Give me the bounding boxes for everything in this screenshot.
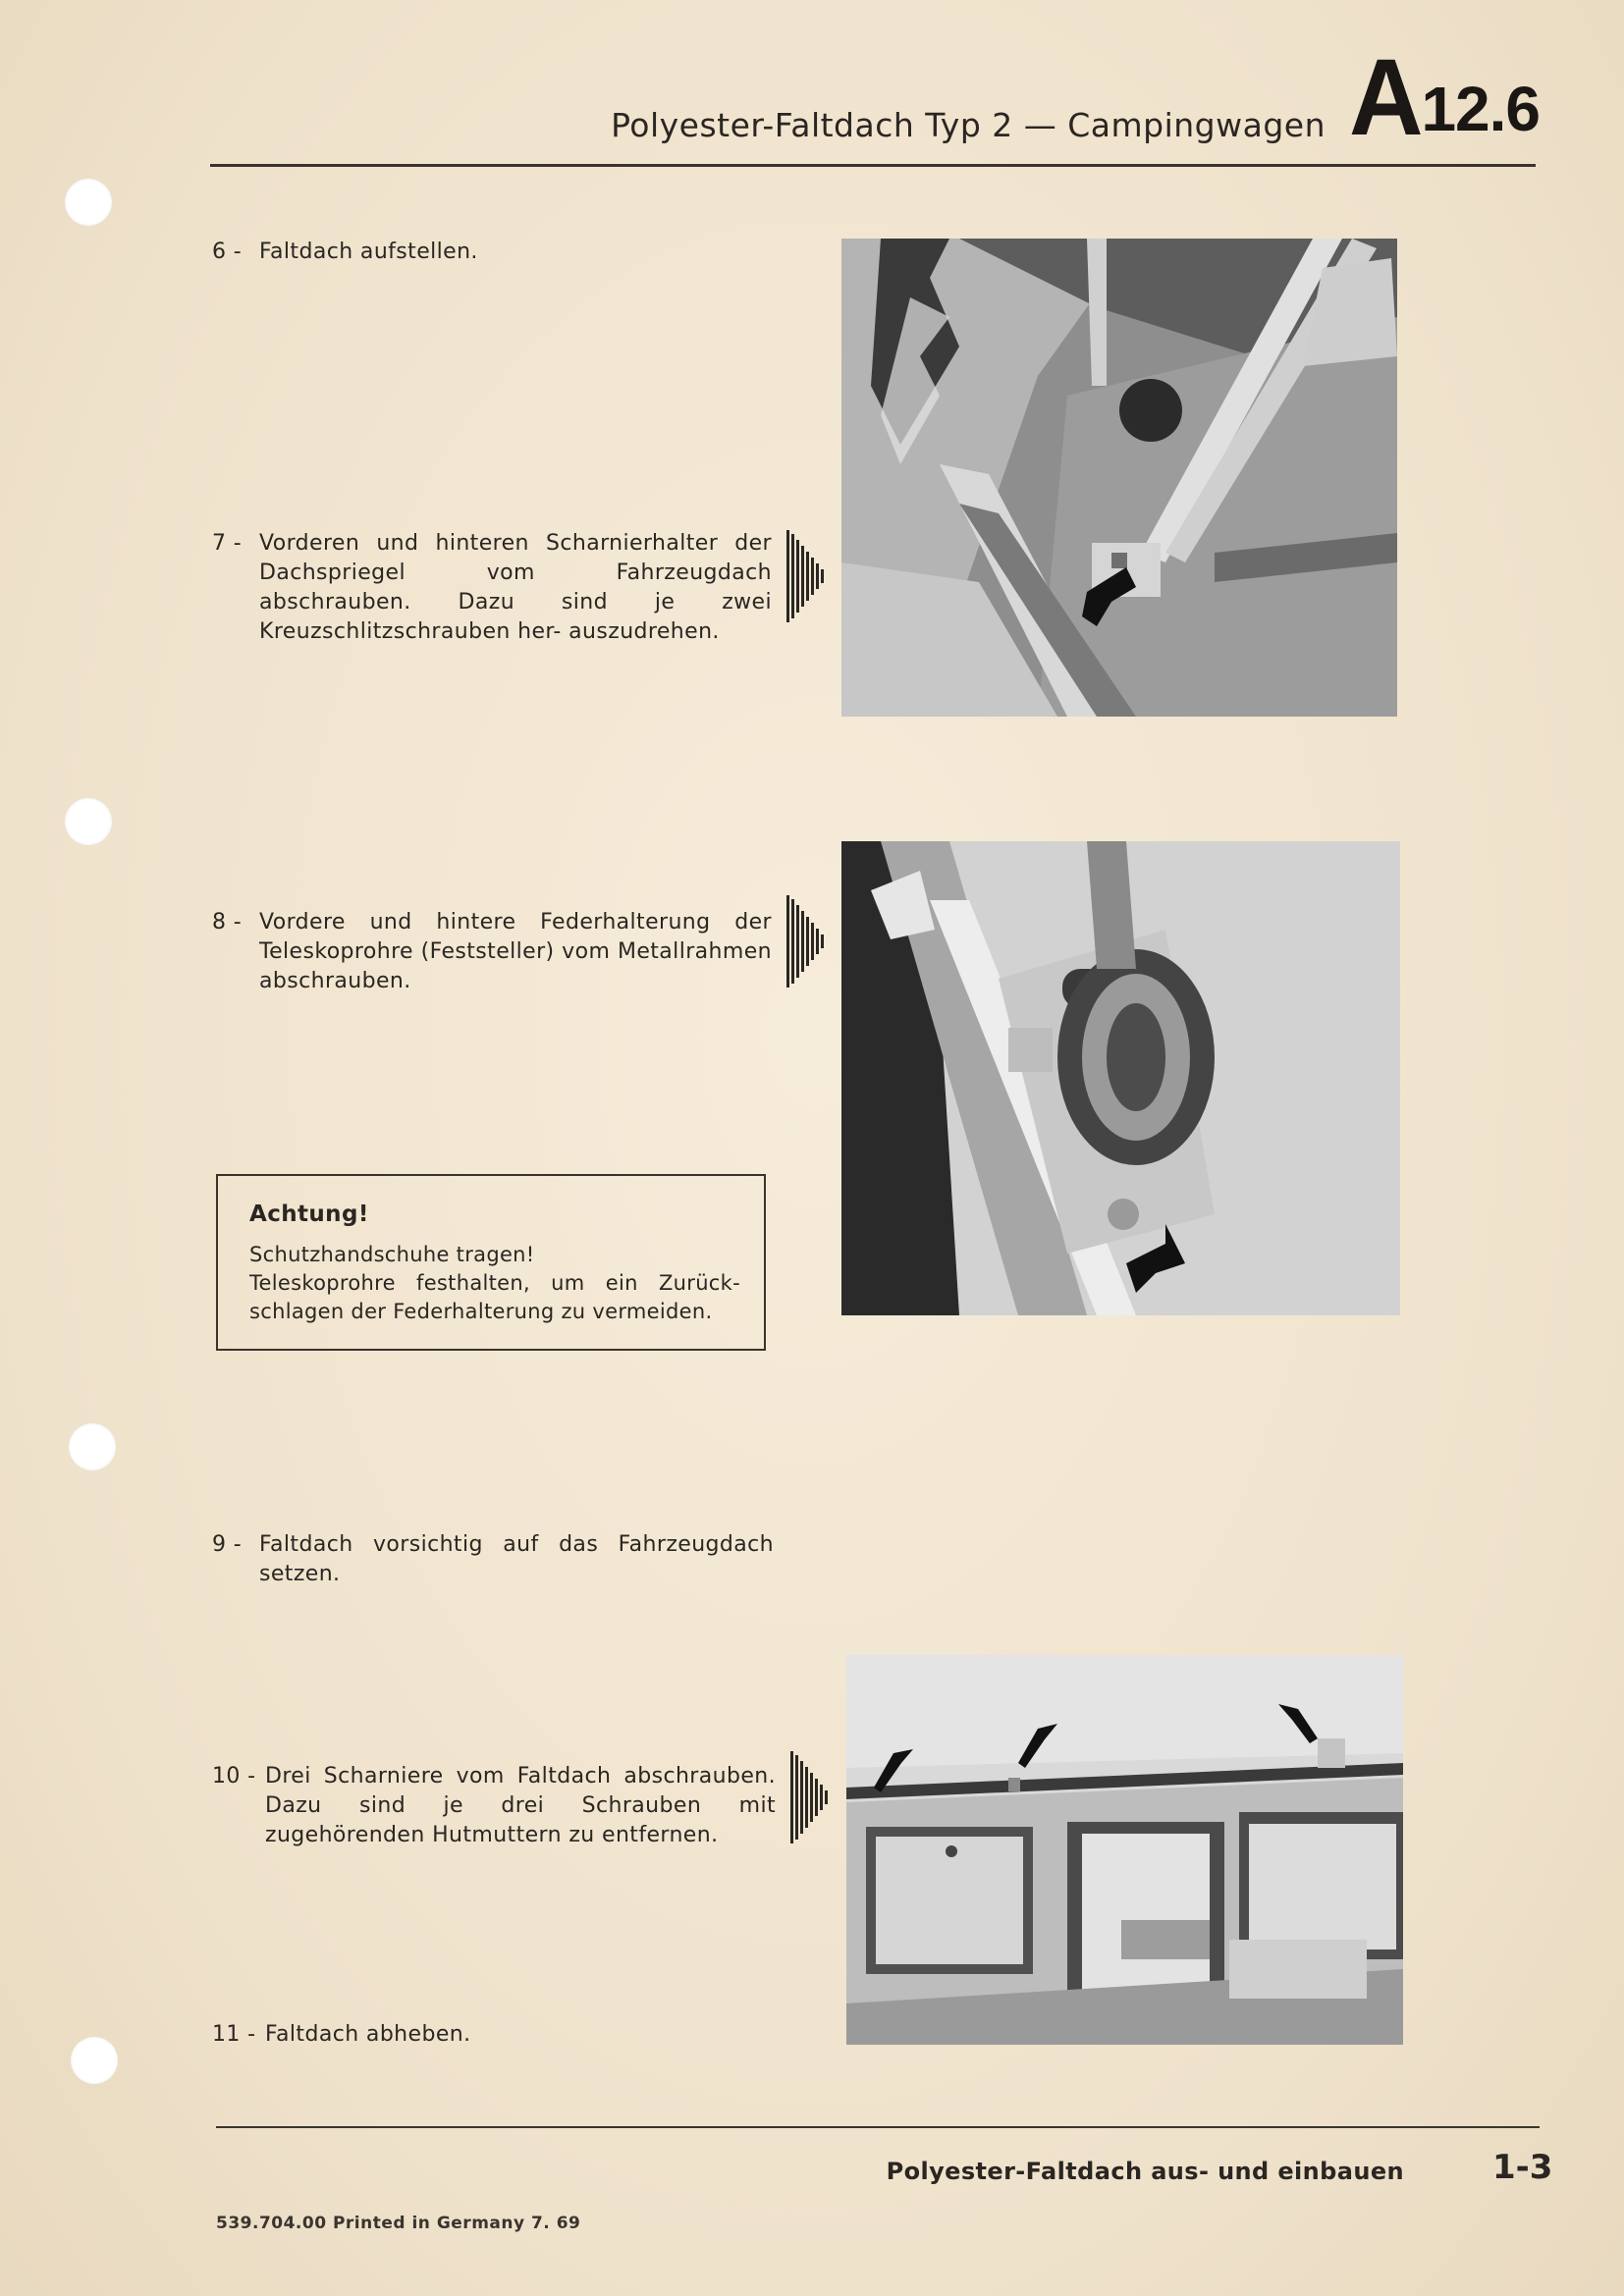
- section-code: [1349, 37, 1541, 158]
- step-6: [212, 238, 782, 269]
- photo-roof-hinges: [846, 1655, 1403, 2045]
- step-number: 10 -: [212, 1764, 256, 1789]
- footer-section-title: Polyester-Faltdach aus- und einbauen: [886, 2158, 1404, 2185]
- step-text: Faltdach abheben.: [265, 2022, 471, 2047]
- section-code-letter: A: [1349, 37, 1424, 158]
- pointer-arrow-icon: [786, 524, 826, 628]
- step-9: [212, 1530, 774, 1593]
- step-7: [212, 529, 772, 651]
- section-code-number: 12.6: [1421, 74, 1541, 144]
- step-number: 8 -: [212, 910, 243, 934]
- photo-spring-mount: [841, 841, 1400, 1315]
- punch-hole: [65, 179, 112, 226]
- punch-hole: [69, 1423, 116, 1470]
- photo-hinge-holder: [841, 239, 1397, 717]
- pointer-arrow-icon: [790, 1745, 830, 1849]
- step-text: Faltdach aufstellen.: [259, 240, 478, 264]
- step-number: 11 -: [212, 2022, 256, 2047]
- footer-rule: [216, 2126, 1540, 2128]
- warning-line: Teleskoprohre festhalten, um ein Zurück-: [249, 1271, 740, 1295]
- punch-hole: [65, 798, 112, 845]
- warning-line: Schutzhandschuhe tragen!: [249, 1243, 535, 1266]
- header-rule: [210, 164, 1536, 167]
- step-10: [212, 1762, 776, 1856]
- step-text: Drei Scharniere vom Faltdach abschrauben. Dazu sind je drei Schrauben mit zugehörenden Hutmuttern zu entfernen.: [265, 1764, 776, 1847]
- step-text: Faltdach vorsichtig auf das Fahrzeugdach setzen.: [259, 1532, 774, 1586]
- warning-box: [216, 1174, 766, 1351]
- print-info: 539.704.00 Printed in Germany 7. 69: [216, 2214, 581, 2233]
- step-11: [212, 2020, 776, 2052]
- step-number: 6 -: [212, 240, 243, 264]
- page-title: Polyester-Faltdach Typ 2 — Campingwagen: [611, 106, 1326, 144]
- step-text: Vorderen und hinteren Scharnierhalter der Dachspriegel vom Fahrzeugdach abschrauben. Dazu sind je zwei Kreuzschlitzschrauben her- auszudrehen.: [259, 531, 772, 644]
- warning-line: schlagen der Federhalterung zu vermeiden.: [249, 1300, 713, 1323]
- step-number: 9 -: [212, 1532, 243, 1557]
- page-number: 1-3: [1492, 2148, 1553, 2187]
- warning-title: Achtung!: [249, 1201, 369, 1227]
- step-8: [212, 908, 772, 1002]
- pointer-arrow-icon: [786, 889, 826, 993]
- step-number: 7 -: [212, 531, 243, 556]
- punch-hole: [71, 2037, 118, 2084]
- step-text: Vordere und hintere Federhalterung der Teleskoprohre (Feststeller) vom Metallrahmen abschrauben.: [259, 910, 772, 993]
